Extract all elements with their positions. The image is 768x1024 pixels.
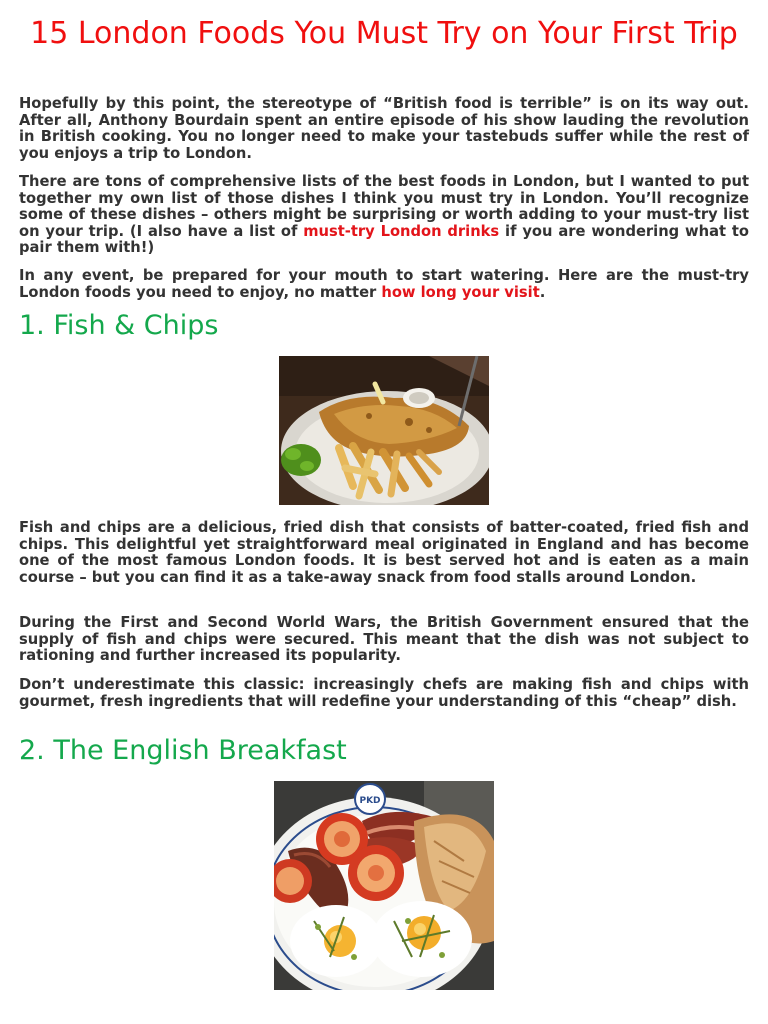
fish-and-chips-illustration: [279, 356, 489, 505]
section-heading-english-breakfast: 2. The English Breakfast: [19, 735, 347, 766]
fish-and-chips-photo: [279, 356, 489, 505]
must-try-drinks-link[interactable]: must-try London drinks: [303, 222, 500, 240]
intro-paragraph-1: Hopefully by this point, the stereotype of “British food is terrible” is on its way out. After all, Anthony Bourdain spent an entire episode of his show lauding the revolution in British cooking. You no longer need to make your tastebuds suffer while the rest of you enjoys a trip to London.: [19, 95, 749, 162]
plate-logo: PKD: [359, 796, 381, 806]
english-breakfast-photo: [274, 781, 494, 990]
intro-paragraph-3: In any event, be prepared for your mouth to start watering. Here are the must-try London foods you need to enjoy, no matter how long your visit.: [19, 267, 749, 301]
fish-chips-paragraph-1: Fish and chips are a delicious, fried dish that consists of batter-coated, fried fish and chips. This delightful yet straightforward meal originated in England and has become one of the most famous London foods. It is best served hot and is eaten as a main course – but you can find it as a take-away snack from food stalls around London.: [19, 519, 749, 586]
visit-length-link[interactable]: how long your visit: [381, 283, 540, 301]
fish-chips-paragraph-2: During the First and Second World Wars, the British Government ensured that the supply of fish and chips were secured. This meant that the dish was not subject to rationing and further increased its popularity.: [19, 614, 749, 664]
section-heading-fish-chips: 1. Fish & Chips: [19, 310, 219, 341]
intro-paragraph-2: There are tons of comprehensive lists of the best foods in London, but I wanted to put together my own list of those dishes I think you must try in London. You’ll recognize some of these dishes – others might be surprising or worth adding to your must-try list on your trip. (I also have a list of must-try London drinks if you are wondering what to pair them with!): [19, 173, 749, 256]
english-breakfast-illustration: [274, 781, 494, 990]
article-title: 15 London Foods You Must Try on Your First Trip: [30, 16, 738, 51]
fish-chips-paragraph-3: Don’t underestimate this classic: increasingly chefs are making fish and chips with gourmet, fresh ingredients that will redefine your understanding of this “cheap” dish.: [19, 676, 749, 710]
